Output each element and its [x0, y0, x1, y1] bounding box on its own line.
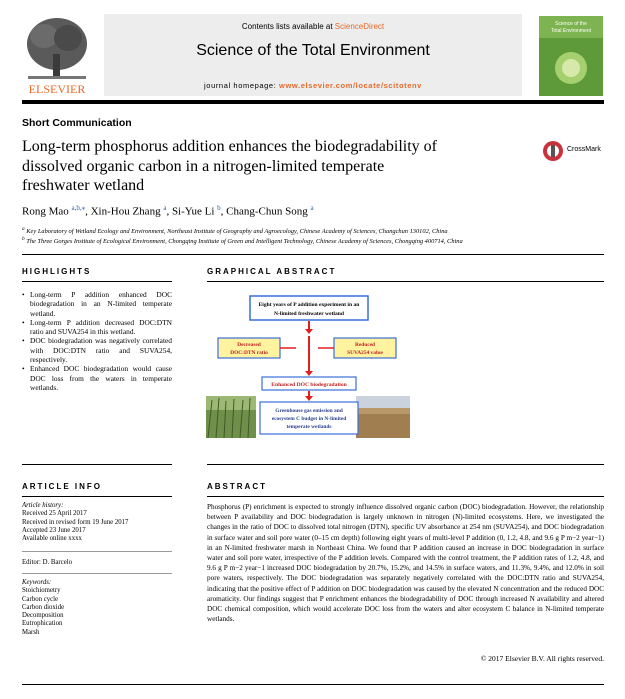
article-info-heading: ARTICLE INFO — [22, 482, 102, 491]
journal-banner — [104, 14, 522, 96]
highlights-heading: HIGHLIGHTS — [22, 267, 92, 276]
affiliation-a: $^a$ Key Laboratory of Wetland Ecology and Environment, Northeast Institute of Geography and Agroecology, Chinese Academy of Sciences, Changchun 130102, China — [22, 226, 448, 236]
keyword[interactable]: Decomposition — [22, 612, 64, 620]
editor: Editor: D. Barcelo — [22, 559, 73, 566]
flow-bottom-text: Greenhouse gas emission and — [275, 408, 343, 414]
svg-text:Science of the: Science of the — [555, 21, 587, 27]
divider — [22, 496, 172, 497]
author-name[interactable]: Chang-Chun Song — [226, 205, 308, 218]
contents-available: Contents lists available at ScienceDirect — [241, 22, 385, 31]
highlights-list — [22, 290, 172, 392]
divider — [22, 551, 172, 552]
flow-top-text: N-limited freshwater wetland — [273, 311, 345, 317]
divider — [207, 281, 604, 282]
graphical-abstract-heading: GRAPHICAL ABSTRACT — [207, 267, 337, 276]
highlight-item: • Long-term P addition enhanced DOC biodegradation in an N-limited temperate wetland. — [22, 290, 172, 318]
graphical-abstract-figure — [206, 288, 410, 440]
wetland-photo-left — [206, 396, 256, 438]
journal-citation-line — [0, 0, 625, 5]
journal-homepage: journal homepage: www.elsevier.com/locate/scitotenv — [204, 81, 422, 90]
sciencedirect-link[interactable]: ScienceDirect — [334, 22, 385, 31]
journal-title: Science of the Total Environment — [196, 42, 430, 59]
copyright: © 2017 Elsevier B.V. All rights reserved. — [480, 654, 604, 663]
flow-top-text: Eight years of P addition experiment in an — [258, 302, 360, 308]
divider — [207, 464, 604, 465]
elsevier-logo — [22, 14, 92, 96]
affiliation-b: $^b$ The Three Gorges Institute of Ecological Environment, Chongqing Institute of Green and Intelligent Technology, Chinese Academy of Sciences, Chongqing 400714, China — [22, 236, 463, 246]
article-history: Article history: Received 25 April 2017 Received in revised form 19 June 2017 Accepted 23 June 2017 Available online xxxx — [22, 502, 129, 543]
crossmark-icon — [542, 140, 564, 162]
keyword[interactable]: Eutrophication — [22, 620, 63, 628]
highlight-item: • Enhanced DOC biodegradation would cause DOC loss from the waters in temperate wetlands. — [22, 364, 172, 392]
author-name[interactable]: Rong Mao — [22, 205, 69, 218]
flow-left-text: DOC:DTN ratio — [230, 350, 268, 356]
divider — [22, 573, 172, 574]
abstract-text: Phosphorus (P) enrichment is expected to strongly influence dissolved organic carbon (DOC) biodegradation. However, the relationship between P availability and DOC biodegradation is largely unknown in nitrogen (N)-limited ecosystems. Here, we investigated the changes in the ratio of DOC to dissolved total nitrogen (DTN), specific UV absorbance at 254 nm (SUVA254), and DOC biodegradation in surface water and soil pore water (0–15 cm depth) following eight years of multi-level P addition (0, 1.2, 4.8, and 9.6 g P m−2 year−1) in an N-limited freshwater marsh in Northeast China. We found that P addition caused an increase in DOC biodegradation in surface water and soil pore water, irrespective of the P addition levels. Compared with the control treatment, the P addition rates of 1.2, 4.8, and 9.6 g P m−2 year−1 increased DOC biodegradation by 20.7%, 15.2%, and 14.5% in surface waters, and 11.3%, 9.4%, and 12.0% in soil pore waters, respectively. The DOC biodegradation was separately negatively correlated with the DOC:DTN ratio and SUVA254, indicating that the positive effect of P addition on DOC biodegradation was caused by the elevated N concentration and the reduced DOC aromaticity. Our findings suggest that P enrichment enhances the biodegradability of DOC through increased N availability and altered DOC chemical composition, which would accelerate DOC loss from the waters and alter ecosystem C balance in N-limited temperate wetlands. — [207, 503, 604, 624]
flow-bottom-text: temperate wetlands — [286, 424, 332, 430]
flow-bottom-text: ecosystem C budget in N-limited — [271, 416, 347, 422]
flow-left-text: Decreased — [237, 342, 261, 348]
keyword[interactable]: Carbon dioxide — [22, 603, 65, 611]
keywords: Keywords: Stoichiometry Carbon cycle Carbon dioxide Decomposition Eutrophication Marsh — [22, 579, 65, 636]
keyword[interactable]: Marsh — [22, 628, 40, 636]
flow-right-text: Reduced — [354, 342, 376, 348]
crossmark-button[interactable]: CrossMark — [542, 140, 625, 162]
footer-rule — [22, 684, 604, 685]
keyword[interactable]: Stoichiometry — [22, 587, 61, 595]
keyword[interactable]: Carbon cycle — [22, 595, 59, 603]
wetland-photo-right — [356, 396, 410, 438]
svg-text:ELSEVIER: ELSEVIER — [28, 82, 86, 96]
divider — [22, 254, 604, 255]
author-list: Rong Mao $^{a,b,⁎}$, Xin-Hou Zhang $^a$, Si-Yue Li $^b$, Chang-Chun Song $^a$ — [22, 204, 314, 218]
flow-mid-text: Enhanced DOC biodegradation — [271, 382, 347, 388]
flow-right-text: SUVA254 value — [347, 350, 383, 356]
author-name[interactable]: Xin-Hou Zhang — [90, 205, 161, 218]
abstract-heading: ABSTRACT — [207, 482, 267, 491]
divider — [22, 464, 172, 465]
article-type: Short Communication — [22, 117, 132, 129]
journal-cover-image — [539, 16, 603, 96]
highlight-item: • DOC biodegradation was negatively correlated with DOC:DTN ratio and SUVA254, respectively. — [22, 336, 172, 364]
highlight-item: • Long-term P addition decreased DOC:DTN ratio and SUVA254 in this wetland. — [22, 318, 172, 337]
header-rule — [22, 100, 604, 104]
divider — [22, 281, 172, 282]
divider — [207, 496, 604, 497]
svg-text:Total Environment: Total Environment — [550, 28, 592, 34]
author-name[interactable]: Si-Yue Li — [171, 205, 215, 218]
article-title: Long-term phosphorus addition enhances the biodegradability of dissolved organic carbon in a nitrogen-limited temperate freshwater wetland — [22, 138, 438, 194]
homepage-url-link[interactable]: www.elsevier.com/locate/scitotenv — [279, 81, 422, 90]
